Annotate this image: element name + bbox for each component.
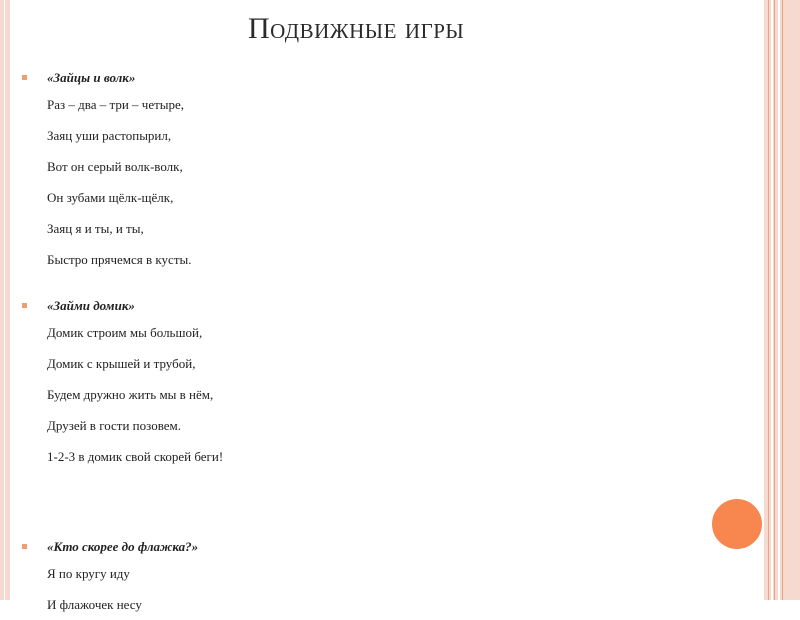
bullet-icon xyxy=(22,75,27,80)
section-heading-text: «Займи домик» xyxy=(47,298,135,313)
page-title: Подвижные игры xyxy=(248,12,465,45)
poem-line: Заяц я и ты, и ты, xyxy=(47,221,144,236)
poem-line: 1-2-3 в домик свой скорей беги! xyxy=(47,449,224,464)
poem-line: Вот он серый волк-волк, xyxy=(47,159,183,174)
poem-line: Раз – два – три – четыре, xyxy=(47,97,185,112)
poem-line: Быстро прячемся в кусты. xyxy=(47,252,192,267)
poem-line: Я по кругу иду xyxy=(47,566,130,581)
game-section-to-the-flag xyxy=(22,536,702,620)
slide-content xyxy=(22,67,702,620)
section-heading xyxy=(22,67,702,89)
section-heading xyxy=(22,536,702,558)
poem-line: Заяц уши растопырил, xyxy=(47,128,172,143)
border-line xyxy=(782,0,783,600)
section-heading-text: «Кто скорее до флажка?» xyxy=(47,539,199,554)
poem-line: Домик строим мы большой, xyxy=(47,325,203,340)
poem-line: Домик с крышей и трубой, xyxy=(47,356,196,371)
poem-line: И флажочек несу xyxy=(47,597,142,612)
decorative-circle xyxy=(712,499,762,549)
border-line xyxy=(774,0,775,600)
bullet-icon xyxy=(22,544,27,549)
border-line xyxy=(771,0,773,600)
spacer xyxy=(22,472,702,536)
border-line xyxy=(768,0,769,600)
border-line xyxy=(778,0,780,600)
game-section-hares-and-wolf xyxy=(22,67,702,275)
bullet-icon xyxy=(22,303,27,308)
section-heading-text: «Зайцы и волк» xyxy=(47,70,136,85)
left-decorative-border xyxy=(0,0,10,600)
section-heading xyxy=(22,295,702,317)
game-section-take-house xyxy=(22,295,702,472)
spacer xyxy=(22,275,702,295)
poem-line: Он зубами щёлк-щёлк, xyxy=(47,190,174,205)
poem-line: Друзей в гости позовем. xyxy=(47,418,182,433)
poem-line: Будем дружно жить мы в нём, xyxy=(47,387,214,402)
right-decorative-border xyxy=(764,0,800,600)
